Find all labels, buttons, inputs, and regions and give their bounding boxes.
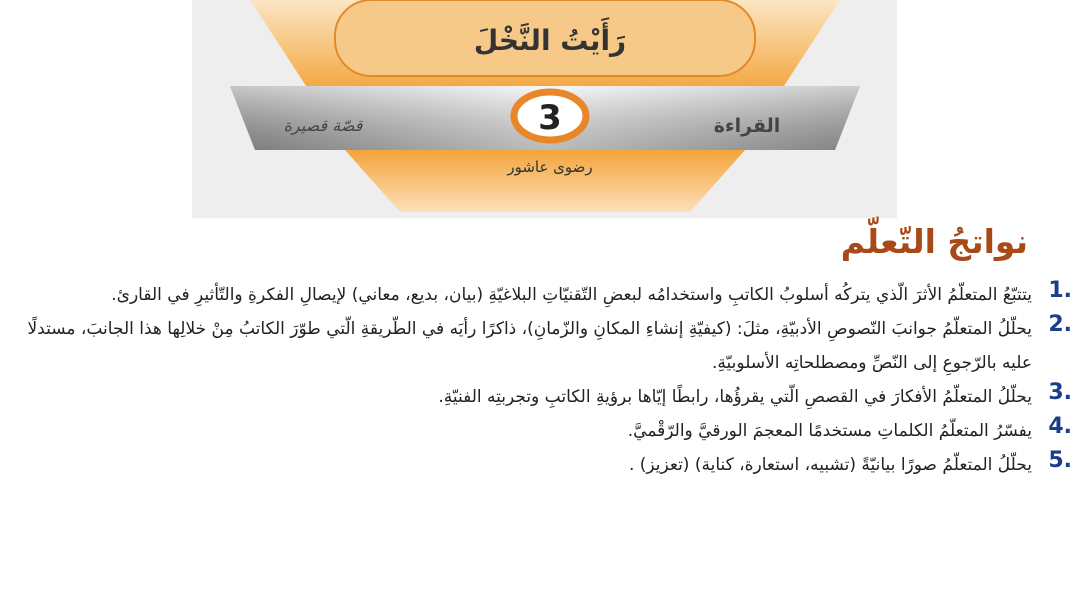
item-text: يتتبّعُ المتعلّمُ الأثرَ الّذي يتركُه أسلوبُ الكاتبِ واستخدامُه لبعضِ التّقنيّاتِ البلاغيّةِ (بيان، بديع، معاني) لإيصالِ الفكرةِ والتّأثيرِ في القارئ. — [111, 285, 1032, 305]
item-number: 4. — [1048, 414, 1072, 439]
author-name: رضوى عاشور — [507, 158, 593, 176]
list-item — [0, 278, 1090, 312]
item-text: يحلّلُ المتعلّمُ الأفكارَ في القصصِ الّتي يقرؤُها، رابطًا إيّاها برؤيةِ الكاتبِ وتجربتِه الفنيّةِ. — [438, 387, 1032, 407]
item-text: يفسّرُ المتعلّمُ الكلماتِ مستخدمًا المعجمَ الورقيَّ والرّقْميَّ. — [627, 421, 1032, 441]
item-number: 5. — [1048, 448, 1072, 473]
genre-label: قصّة قصيرة — [283, 116, 363, 135]
list-item — [0, 448, 1090, 482]
section-heading: نواتجُ التّعلّم — [840, 222, 1028, 261]
item-number: 3. — [1048, 380, 1072, 405]
item-text: يحلّلُ المتعلّمُ صورًا بيانيّةً (تشبيه، استعارة، كناية) (تعزيز) . — [628, 455, 1032, 475]
item-number: 1. — [1048, 278, 1072, 303]
lesson-number-badge: 3 — [538, 98, 562, 138]
item-text: يحلّلُ المتعلّمُ جوانبَ النّصوصِ الأدبيّةِ، مثلَ: (كيفيّةِ إنشاءِ المكانِ والزّمانِ)، ذاكرًا رأيَه في الطّريقةِ الّتي طوّرَ الكاتبُ مِنْ خلالِها هذا الجانبَ، مستدلًا عليه بالرّجوعِ إلى النّصِّ ومصطلحاتِه الأسلوبيّةِ. — [27, 319, 1032, 373]
list-item — [0, 380, 1090, 414]
outcomes-list — [0, 278, 1090, 482]
item-number: 2. — [1048, 312, 1072, 337]
list-item — [0, 312, 1090, 380]
list-item — [0, 414, 1090, 448]
lesson-type-label: القراءة — [713, 115, 781, 137]
lesson-title: رَأَيْتُ النَّخْلَ — [473, 24, 627, 57]
